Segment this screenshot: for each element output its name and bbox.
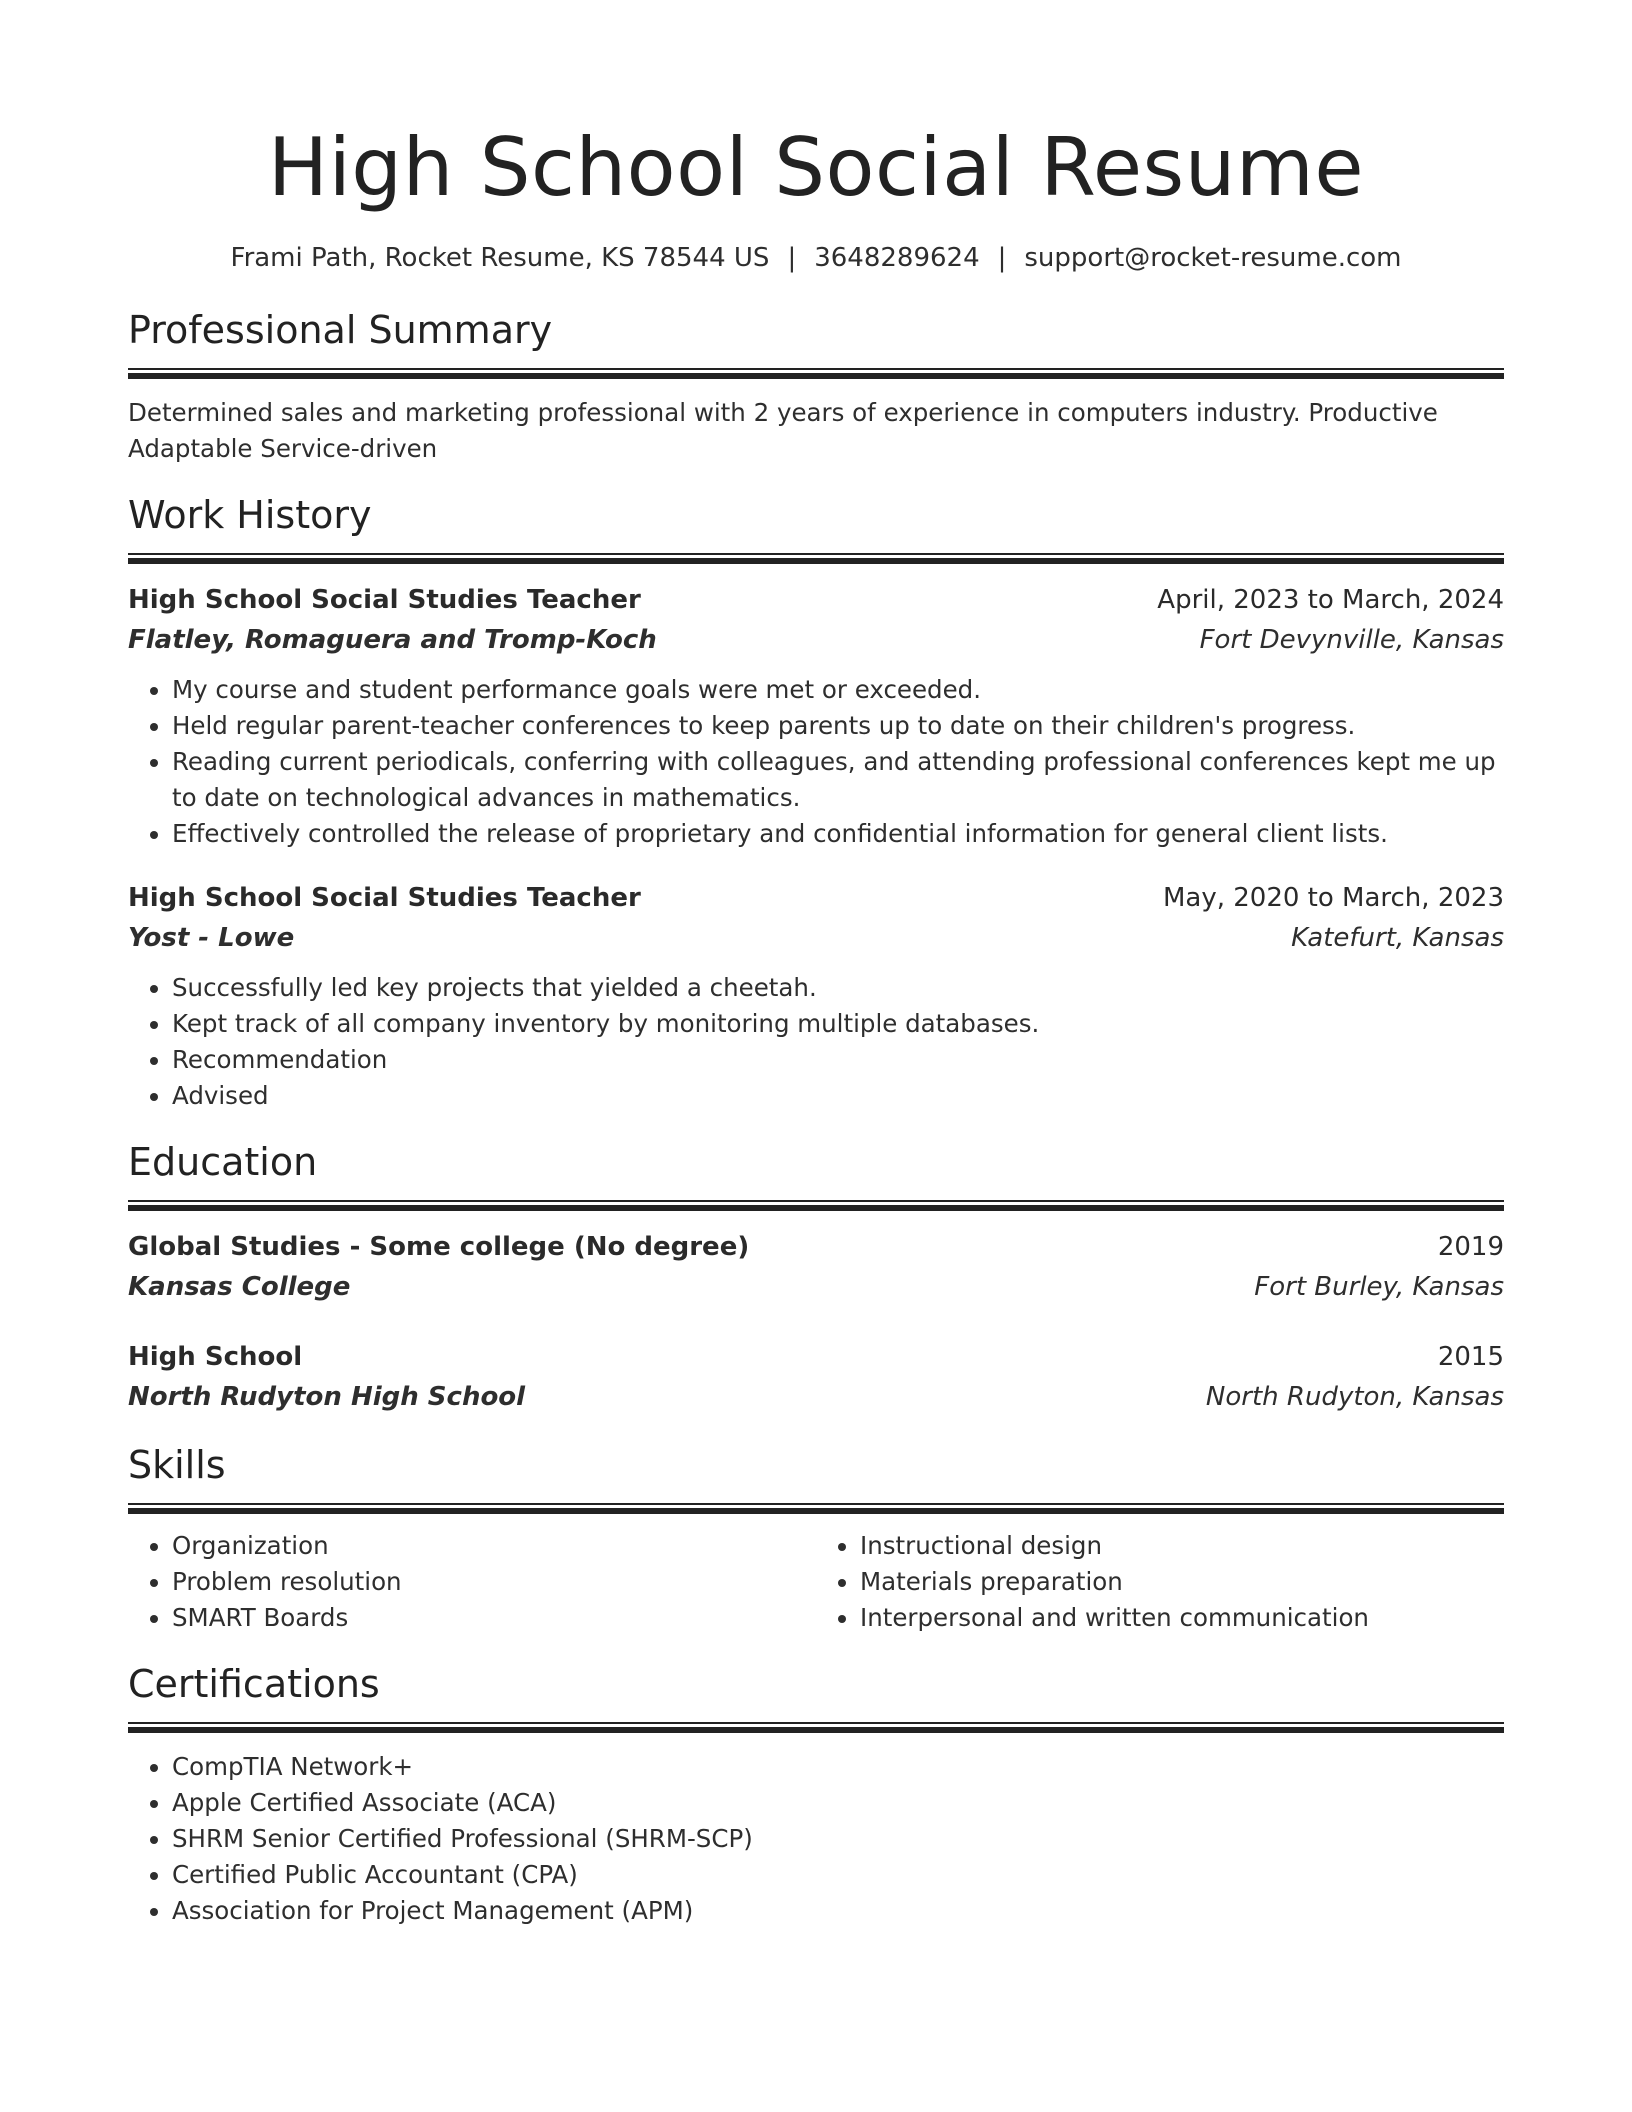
list-item: • Organization [172, 1528, 816, 1564]
job-bullets [128, 672, 1504, 852]
section-heading-summary: Professional Summary [128, 308, 553, 352]
list-item: • Association for Project Management (APM) [172, 1893, 1504, 1929]
list-item: • Kept track of all company inventory by monitoring multiple databases. [172, 1006, 1504, 1042]
list-item: • My course and student performance goals were met or exceeded. [172, 672, 1504, 708]
list-item: • Held regular parent-teacher conferences to keep parents up to date on their children's progress. [172, 708, 1504, 744]
list-item: • Interpersonal and written communication [860, 1600, 1504, 1636]
education-degree: Global Studies - Some college (No degree) [128, 1232, 750, 1262]
list-item: • Apple Certified Associate (ACA) [172, 1785, 1504, 1821]
list-item: • SHRM Senior Certified Professional (SHRM-SCP) [172, 1821, 1504, 1857]
contact-phone: 3648289624 [814, 243, 980, 273]
education-school: North Rudyton High School [128, 1382, 526, 1412]
education-entry [128, 1337, 1504, 1417]
summary-section [128, 306, 1504, 467]
certifications-section [128, 1660, 1504, 1929]
education-section [128, 1138, 1504, 1417]
section-heading-education: Education [128, 1140, 318, 1184]
certifications-list [128, 1749, 1504, 1929]
list-item: • Recommendation [172, 1042, 1504, 1078]
job-entry [128, 580, 1504, 852]
job-location: Katefurt, Kansas [1291, 923, 1504, 953]
job-header-row [128, 580, 1504, 620]
job-entry [128, 878, 1504, 1114]
education-school-row [128, 1267, 1504, 1307]
job-dates: May, 2020 to March, 2023 [1162, 883, 1504, 913]
list-item: • Successfully led key projects that yielded a cheetah. [172, 970, 1504, 1006]
section-divider [128, 553, 1504, 564]
summary-text: Determined sales and marketing professional with 2 years of experience in computers industry. Productive Adaptable Service-driven [128, 398, 1438, 463]
list-item: • Certified Public Accountant (CPA) [172, 1857, 1504, 1893]
contact-separator: | [787, 243, 797, 273]
contact-separator: | [997, 243, 1007, 273]
education-location: Fort Burley, Kansas [1254, 1272, 1504, 1302]
job-company-row [128, 918, 1504, 958]
education-entry [128, 1227, 1504, 1307]
education-year: 2019 [1437, 1232, 1504, 1262]
list-item: • Problem resolution [172, 1564, 816, 1600]
job-company: Flatley, Romaguera and Tromp-Koch [128, 625, 657, 655]
education-school-row [128, 1377, 1504, 1417]
section-heading-skills: Skills [128, 1443, 226, 1487]
education-school: Kansas College [128, 1272, 351, 1302]
job-dates: April, 2023 to March, 2024 [1157, 585, 1504, 615]
education-location: North Rudyton, Kansas [1205, 1382, 1504, 1412]
section-heading-work-history: Work History [128, 493, 372, 537]
education-header-row [128, 1337, 1504, 1377]
job-company: Yost - Lowe [128, 923, 295, 953]
list-item: • CompTIA Network+ [172, 1749, 1504, 1785]
education-header-row [128, 1227, 1504, 1267]
education-year: 2015 [1437, 1342, 1504, 1372]
list-item: • Instructional design [860, 1528, 1504, 1564]
section-divider [128, 1722, 1504, 1733]
education-degree: High School [128, 1342, 303, 1372]
section-heading-certifications: Certifications [128, 1662, 380, 1706]
job-bullets [128, 970, 1504, 1114]
job-company-row [128, 620, 1504, 660]
job-title: High School Social Studies Teacher [128, 883, 641, 913]
section-divider [128, 1200, 1504, 1211]
skills-list-left [128, 1528, 816, 1636]
skills-columns [128, 1528, 1504, 1636]
list-item: • Materials preparation [860, 1564, 1504, 1600]
resume-title: High School Social Resume [267, 121, 1365, 214]
section-divider [128, 368, 1504, 379]
section-divider [128, 1503, 1504, 1514]
skills-section [128, 1441, 1504, 1636]
list-item: • Advised [172, 1078, 1504, 1114]
job-title: High School Social Studies Teacher [128, 585, 641, 615]
contact-address: Frami Path, Rocket Resume, KS 78544 US [230, 243, 770, 273]
job-location: Fort Devynville, Kansas [1199, 625, 1504, 655]
list-item: • Effectively controlled the release of proprietary and confidential information for general client lists. [172, 816, 1504, 852]
skills-list-right [816, 1528, 1504, 1636]
job-header-row [128, 878, 1504, 918]
work-history-section [128, 491, 1504, 1114]
contact-line [128, 240, 1504, 276]
list-item: • SMART Boards [172, 1600, 816, 1636]
contact-email: support@rocket-resume.com [1024, 243, 1402, 273]
list-item: • Reading current periodicals, conferring with colleagues, and attending professional conferences kept me up to date on technological advances in mathematics. [172, 744, 1504, 816]
